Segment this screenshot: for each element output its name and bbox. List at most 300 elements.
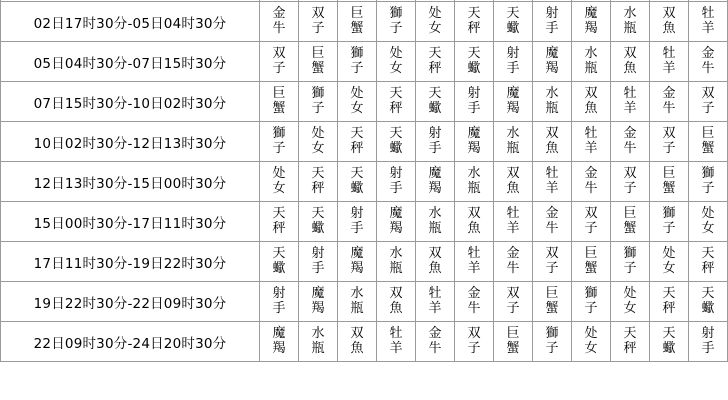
zodiac-sign-cell [299, 242, 338, 282]
zodiac-sign-char: 手 [701, 340, 715, 356]
zodiac-sign-char: 牡 [584, 126, 598, 142]
zodiac-sign-char: 天 [467, 46, 481, 62]
zodiac-sign-cell [533, 122, 572, 162]
zodiac-sign-cell [611, 242, 650, 282]
zodiac-sign-char: 瓶 [584, 60, 598, 76]
table-row [1, 162, 728, 202]
zodiac-sign-char: 天 [311, 206, 325, 222]
zodiac-sign-char: 女 [662, 260, 676, 276]
zodiac-sign-char: 金 [272, 6, 286, 22]
table-row [1, 202, 728, 242]
zodiac-sign-cell [650, 282, 689, 322]
zodiac-sign-cell [416, 82, 455, 122]
zodiac-sign-cell [650, 202, 689, 242]
zodiac-sign-char: 瓶 [311, 340, 325, 356]
zodiac-sign-char: 射 [272, 286, 286, 302]
zodiac-sign-char: 双 [701, 86, 715, 102]
zodiac-sign-char: 双 [506, 286, 520, 302]
zodiac-sign-char: 水 [467, 166, 481, 182]
zodiac-sign-char: 射 [545, 6, 559, 22]
zodiac-sign-char: 魚 [467, 220, 481, 236]
zodiac-sign-cell [611, 42, 650, 82]
zodiac-sign-char: 蠍 [428, 100, 442, 116]
zodiac-sign-char: 双 [467, 326, 481, 342]
zodiac-sign-char: 子 [272, 60, 286, 76]
zodiac-sign-cell [260, 2, 299, 42]
zodiac-sign-cell [533, 322, 572, 362]
zodiac-sign-cell [416, 282, 455, 322]
zodiac-sign-char: 巨 [701, 126, 715, 142]
zodiac-sign-char: 天 [428, 46, 442, 62]
zodiac-sign-cell [416, 242, 455, 282]
time-range-cell: 12日13时30分-15日00时30分 [1, 162, 260, 202]
zodiac-sign-char: 羊 [701, 20, 715, 36]
zodiac-sign-char: 羯 [428, 180, 442, 196]
zodiac-sign-char: 秤 [272, 220, 286, 236]
zodiac-sign-cell [494, 2, 533, 42]
zodiac-sign-char: 处 [350, 86, 364, 102]
zodiac-sign-char: 巨 [623, 206, 637, 222]
zodiac-sign-char: 子 [623, 180, 637, 196]
zodiac-sign-char: 蟹 [662, 180, 676, 196]
zodiac-sign-char: 射 [467, 86, 481, 102]
zodiac-sign-cell [572, 162, 611, 202]
zodiac-sign-char: 双 [272, 46, 286, 62]
zodiac-sign-char: 子 [272, 140, 286, 156]
zodiac-sign-char: 手 [272, 300, 286, 316]
zodiac-sign-char: 天 [272, 206, 286, 222]
zodiac-sign-cell [572, 122, 611, 162]
zodiac-sign-char: 羊 [623, 100, 637, 116]
zodiac-sign-char: 金 [623, 126, 637, 142]
zodiac-sign-char: 魔 [350, 246, 364, 262]
zodiac-sign-char: 天 [389, 86, 403, 102]
zodiac-sign-char: 双 [467, 206, 481, 222]
zodiac-sign-char: 羊 [389, 340, 403, 356]
zodiac-sign-char: 天 [428, 86, 442, 102]
zodiac-sign-char: 水 [428, 206, 442, 222]
zodiac-sign-cell [377, 82, 416, 122]
zodiac-sign-cell [377, 42, 416, 82]
zodiac-sign-char: 瓶 [350, 300, 364, 316]
zodiac-sign-char: 蠍 [662, 340, 676, 356]
zodiac-sign-char: 水 [350, 286, 364, 302]
zodiac-sign-char: 子 [545, 340, 559, 356]
zodiac-sign-char: 天 [662, 286, 676, 302]
zodiac-sign-cell [416, 202, 455, 242]
zodiac-sign-cell [494, 242, 533, 282]
zodiac-sign-char: 羊 [662, 60, 676, 76]
zodiac-sign-cell [455, 82, 494, 122]
zodiac-sign-cell [533, 2, 572, 42]
zodiac-sign-cell [338, 322, 377, 362]
zodiac-sign-cell [455, 322, 494, 362]
zodiac-sign-char: 天 [623, 326, 637, 342]
zodiac-sign-char: 子 [662, 220, 676, 236]
zodiac-sign-char: 獅 [350, 46, 364, 62]
zodiac-sign-char: 处 [428, 6, 442, 22]
zodiac-sign-char: 双 [662, 126, 676, 142]
zodiac-sign-char: 双 [623, 166, 637, 182]
zodiac-sign-char: 子 [701, 180, 715, 196]
table-row [1, 322, 728, 362]
zodiac-sign-cell [455, 202, 494, 242]
zodiac-sign-cell [377, 282, 416, 322]
zodiac-sign-char: 羊 [545, 180, 559, 196]
zodiac-sign-char: 天 [350, 126, 364, 142]
zodiac-sign-char: 牛 [701, 60, 715, 76]
zodiac-sign-cell [377, 322, 416, 362]
zodiac-sign-char: 手 [506, 60, 520, 76]
zodiac-sign-char: 牡 [389, 326, 403, 342]
zodiac-sign-char: 天 [467, 6, 481, 22]
zodiac-sign-cell [533, 82, 572, 122]
zodiac-sign-char: 手 [389, 180, 403, 196]
zodiac-sign-char: 手 [428, 140, 442, 156]
zodiac-sign-cell [689, 2, 728, 42]
zodiac-sign-char: 牡 [467, 246, 481, 262]
zodiac-sign-cell [377, 202, 416, 242]
zodiac-sign-cell [299, 2, 338, 42]
zodiac-sign-cell [611, 282, 650, 322]
zodiac-sign-char: 魔 [389, 206, 403, 222]
zodiac-sign-cell [338, 162, 377, 202]
zodiac-sign-char: 魚 [428, 260, 442, 276]
zodiac-sign-char: 女 [389, 60, 403, 76]
zodiac-sign-char: 金 [701, 46, 715, 62]
zodiac-sign-char: 秤 [311, 180, 325, 196]
zodiac-sign-char: 子 [506, 300, 520, 316]
zodiac-sign-char: 子 [311, 20, 325, 36]
zodiac-sign-cell [572, 2, 611, 42]
zodiac-sign-cell [299, 202, 338, 242]
zodiac-sign-char: 子 [662, 140, 676, 156]
zodiac-sign-char: 瓶 [545, 100, 559, 116]
zodiac-sign-cell [260, 122, 299, 162]
zodiac-sign-char: 秤 [389, 100, 403, 116]
zodiac-sign-char: 金 [428, 326, 442, 342]
zodiac-sign-char: 蟹 [506, 340, 520, 356]
zodiac-sign-char: 牛 [506, 260, 520, 276]
time-range-cell: 10日02时30分-12日13时30分 [1, 122, 260, 162]
time-range-cell: 19日22时30分-22日09时30分 [1, 282, 260, 322]
zodiac-sign-cell [455, 122, 494, 162]
zodiac-sign-cell [611, 2, 650, 42]
zodiac-sign-cell [455, 2, 494, 42]
zodiac-sign-char: 射 [428, 126, 442, 142]
zodiac-sign-char: 女 [272, 180, 286, 196]
time-range-cell: 07日15时30分-10日02时30分 [1, 82, 260, 122]
zodiac-sign-char: 手 [545, 20, 559, 36]
zodiac-sign-char: 水 [311, 326, 325, 342]
zodiac-sign-char: 女 [623, 300, 637, 316]
zodiac-sign-char: 羊 [506, 220, 520, 236]
table-body [1, 0, 728, 362]
zodiac-sign-char: 射 [506, 46, 520, 62]
zodiac-sign-char: 子 [350, 60, 364, 76]
zodiac-sign-char: 手 [311, 260, 325, 276]
zodiac-sign-char: 蠍 [701, 300, 715, 316]
zodiac-sign-cell [689, 82, 728, 122]
zodiac-sign-cell [494, 162, 533, 202]
zodiac-sign-cell [689, 202, 728, 242]
zodiac-sign-char: 魚 [350, 340, 364, 356]
zodiac-sign-char: 魔 [467, 126, 481, 142]
zodiac-sign-char: 羯 [584, 20, 598, 36]
zodiac-sign-cell [650, 122, 689, 162]
zodiac-sign-char: 处 [662, 246, 676, 262]
zodiac-sign-char: 秤 [350, 140, 364, 156]
zodiac-sign-char: 魔 [545, 46, 559, 62]
zodiac-sign-cell [689, 122, 728, 162]
zodiac-sign-char: 女 [350, 100, 364, 116]
zodiac-sign-char: 巨 [350, 6, 364, 22]
zodiac-sign-char: 蠍 [506, 20, 520, 36]
zodiac-sign-char: 蠍 [389, 140, 403, 156]
zodiac-sign-char: 手 [467, 100, 481, 116]
zodiac-sign-char: 羯 [467, 140, 481, 156]
zodiac-sign-char: 天 [506, 6, 520, 22]
zodiac-sign-char: 水 [584, 46, 598, 62]
zodiac-sign-char: 羯 [389, 220, 403, 236]
time-range-cell: 02日17时30分-05日04时30分 [1, 2, 260, 42]
zodiac-sign-char: 魔 [428, 166, 442, 182]
zodiac-sign-cell [260, 202, 299, 242]
zodiac-sign-char: 蟹 [272, 100, 286, 116]
zodiac-sign-char: 蟹 [584, 260, 598, 276]
zodiac-sign-char: 子 [623, 260, 637, 276]
zodiac-sign-char: 水 [545, 86, 559, 102]
zodiac-sign-char: 瓶 [389, 260, 403, 276]
time-range-cell: 15日00时30分-17日11时30分 [1, 202, 260, 242]
zodiac-sign-char: 羯 [545, 60, 559, 76]
zodiac-sign-char: 魚 [389, 300, 403, 316]
zodiac-sign-cell [299, 322, 338, 362]
zodiac-sign-cell [494, 282, 533, 322]
table-row [1, 42, 728, 82]
zodiac-sign-char: 双 [623, 46, 637, 62]
zodiac-sign-char: 秤 [467, 20, 481, 36]
zodiac-sign-char: 巨 [506, 326, 520, 342]
zodiac-sign-char: 水 [623, 6, 637, 22]
table-row [1, 282, 728, 322]
zodiac-sign-char: 双 [506, 166, 520, 182]
zodiac-sign-char: 天 [701, 286, 715, 302]
zodiac-sign-cell [572, 82, 611, 122]
zodiac-sign-cell [377, 122, 416, 162]
zodiac-sign-char: 瓶 [506, 140, 520, 156]
zodiac-sign-cell [650, 242, 689, 282]
zodiac-sign-char: 羊 [467, 260, 481, 276]
zodiac-sign-char: 处 [311, 126, 325, 142]
zodiac-sign-cell [338, 242, 377, 282]
zodiac-sign-char: 处 [389, 46, 403, 62]
zodiac-sign-char: 巨 [584, 246, 598, 262]
zodiac-sign-char: 魚 [545, 140, 559, 156]
time-range-cell: 17日11时30分-19日22时30分 [1, 242, 260, 282]
zodiac-sign-char: 牡 [662, 46, 676, 62]
zodiac-sign-char: 巨 [662, 166, 676, 182]
zodiac-sign-char: 蠍 [311, 220, 325, 236]
zodiac-sign-char: 蟹 [545, 300, 559, 316]
zodiac-sign-char: 獅 [584, 286, 598, 302]
zodiac-sign-cell [533, 42, 572, 82]
zodiac-sign-char: 牛 [584, 180, 598, 196]
zodiac-sign-cell [416, 322, 455, 362]
zodiac-sign-cell [494, 322, 533, 362]
zodiac-sign-char: 子 [545, 260, 559, 276]
zodiac-sign-cell [299, 282, 338, 322]
zodiac-sign-cell [455, 42, 494, 82]
zodiac-sign-char: 魚 [506, 180, 520, 196]
zodiac-sign-cell [572, 202, 611, 242]
zodiac-sign-cell [377, 242, 416, 282]
zodiac-sign-char: 魚 [584, 100, 598, 116]
zodiac-sign-char: 射 [350, 206, 364, 222]
zodiac-sign-cell [611, 322, 650, 362]
zodiac-sign-char: 金 [545, 206, 559, 222]
zodiac-sign-char: 獅 [311, 86, 325, 102]
zodiac-sign-cell [260, 42, 299, 82]
zodiac-sign-cell [572, 322, 611, 362]
zodiac-sign-cell [416, 2, 455, 42]
zodiac-sign-cell [494, 202, 533, 242]
zodiac-sign-char: 魚 [623, 60, 637, 76]
zodiac-sign-char: 双 [545, 126, 559, 142]
zodiac-sign-cell [650, 322, 689, 362]
zodiac-sign-char: 羊 [428, 300, 442, 316]
zodiac-sign-cell [416, 162, 455, 202]
zodiac-sign-char: 女 [584, 340, 598, 356]
zodiac-sign-cell [689, 322, 728, 362]
zodiac-sign-char: 牡 [506, 206, 520, 222]
zodiac-sign-char: 子 [311, 100, 325, 116]
zodiac-sign-char: 羊 [584, 140, 598, 156]
zodiac-sign-cell [650, 162, 689, 202]
zodiac-sign-cell [494, 82, 533, 122]
zodiac-sign-char: 双 [311, 6, 325, 22]
zodiac-sign-char: 巨 [272, 86, 286, 102]
zodiac-sign-char: 魔 [272, 326, 286, 342]
time-range-cell: 22日09时30分-24日20时30分 [1, 322, 260, 362]
table-row [1, 2, 728, 42]
zodiac-sign-char: 处 [623, 286, 637, 302]
zodiac-sign-char: 子 [389, 20, 403, 36]
zodiac-sign-char: 天 [272, 246, 286, 262]
zodiac-sign-char: 双 [428, 246, 442, 262]
table-row [1, 82, 728, 122]
zodiac-sign-char: 羯 [311, 300, 325, 316]
zodiac-sign-char: 瓶 [428, 220, 442, 236]
zodiac-sign-char: 牡 [545, 166, 559, 182]
zodiac-sign-char: 羯 [350, 260, 364, 276]
zodiac-sign-char: 蟹 [623, 220, 637, 236]
zodiac-sign-cell [494, 122, 533, 162]
table-row [1, 122, 728, 162]
zodiac-sign-char: 子 [467, 340, 481, 356]
zodiac-sign-char: 金 [506, 246, 520, 262]
zodiac-sign-cell [572, 242, 611, 282]
zodiac-sign-char: 处 [272, 166, 286, 182]
zodiac-sign-char: 秤 [623, 340, 637, 356]
zodiac-sign-char: 巨 [311, 46, 325, 62]
zodiac-sign-cell [299, 162, 338, 202]
zodiac-sign-cell [260, 82, 299, 122]
zodiac-sign-cell [260, 282, 299, 322]
zodiac-sign-char: 子 [701, 100, 715, 116]
zodiac-sign-char: 金 [584, 166, 598, 182]
zodiac-sign-char: 獅 [389, 6, 403, 22]
zodiac-sign-cell [377, 162, 416, 202]
zodiac-sign-char: 双 [584, 206, 598, 222]
zodiac-sign-char: 射 [311, 246, 325, 262]
zodiac-sign-cell [533, 282, 572, 322]
zodiac-sign-cell [299, 42, 338, 82]
zodiac-sign-char: 巨 [545, 286, 559, 302]
zodiac-sign-char: 秤 [428, 60, 442, 76]
zodiac-sign-cell [611, 202, 650, 242]
zodiac-sign-char: 秤 [701, 260, 715, 276]
zodiac-sign-char: 魔 [311, 286, 325, 302]
zodiac-sign-char: 双 [584, 86, 598, 102]
zodiac-sign-cell [338, 122, 377, 162]
zodiac-sign-char: 蟹 [350, 20, 364, 36]
zodiac-sign-cell [338, 42, 377, 82]
zodiac-sign-char: 獅 [545, 326, 559, 342]
zodiac-sign-char: 魔 [584, 6, 598, 22]
zodiac-sign-char: 蟹 [311, 60, 325, 76]
zodiac-sign-char: 女 [311, 140, 325, 156]
zodiac-sign-char: 瓶 [467, 180, 481, 196]
zodiac-sign-char: 魔 [506, 86, 520, 102]
zodiac-sign-char: 羯 [272, 340, 286, 356]
zodiac-sign-char: 牛 [272, 20, 286, 36]
zodiac-sign-cell [689, 282, 728, 322]
zodiac-sign-char: 秤 [662, 300, 676, 316]
zodiac-sign-cell [572, 42, 611, 82]
zodiac-sign-cell [338, 202, 377, 242]
zodiac-sign-cell [338, 82, 377, 122]
zodiac-sign-char: 射 [389, 166, 403, 182]
zodiac-sign-cell [260, 322, 299, 362]
zodiac-sign-char: 獅 [623, 246, 637, 262]
zodiac-sign-cell [611, 122, 650, 162]
zodiac-sign-cell [611, 162, 650, 202]
zodiac-sign-char: 牡 [623, 86, 637, 102]
zodiac-sign-char: 女 [428, 20, 442, 36]
zodiac-sign-char: 魚 [662, 20, 676, 36]
zodiac-sign-char: 牡 [428, 286, 442, 302]
zodiac-sign-char: 双 [662, 6, 676, 22]
zodiac-sign-char: 双 [545, 246, 559, 262]
zodiac-sign-char: 天 [701, 246, 715, 262]
zodiac-sign-cell [260, 162, 299, 202]
zodiac-sign-char: 手 [350, 220, 364, 236]
zodiac-sign-cell [338, 2, 377, 42]
zodiac-sign-char: 金 [467, 286, 481, 302]
zodiac-sign-cell [689, 42, 728, 82]
zodiac-sign-char: 天 [662, 326, 676, 342]
zodiac-sign-char: 女 [701, 220, 715, 236]
zodiac-sign-char: 处 [701, 206, 715, 222]
zodiac-sign-cell [572, 282, 611, 322]
zodiac-sign-cell [689, 242, 728, 282]
zodiac-sign-char: 处 [584, 326, 598, 342]
zodiac-sign-cell [689, 162, 728, 202]
zodiac-sign-char: 金 [662, 86, 676, 102]
zodiac-sign-cell [494, 42, 533, 82]
zodiac-sign-char: 牛 [428, 340, 442, 356]
